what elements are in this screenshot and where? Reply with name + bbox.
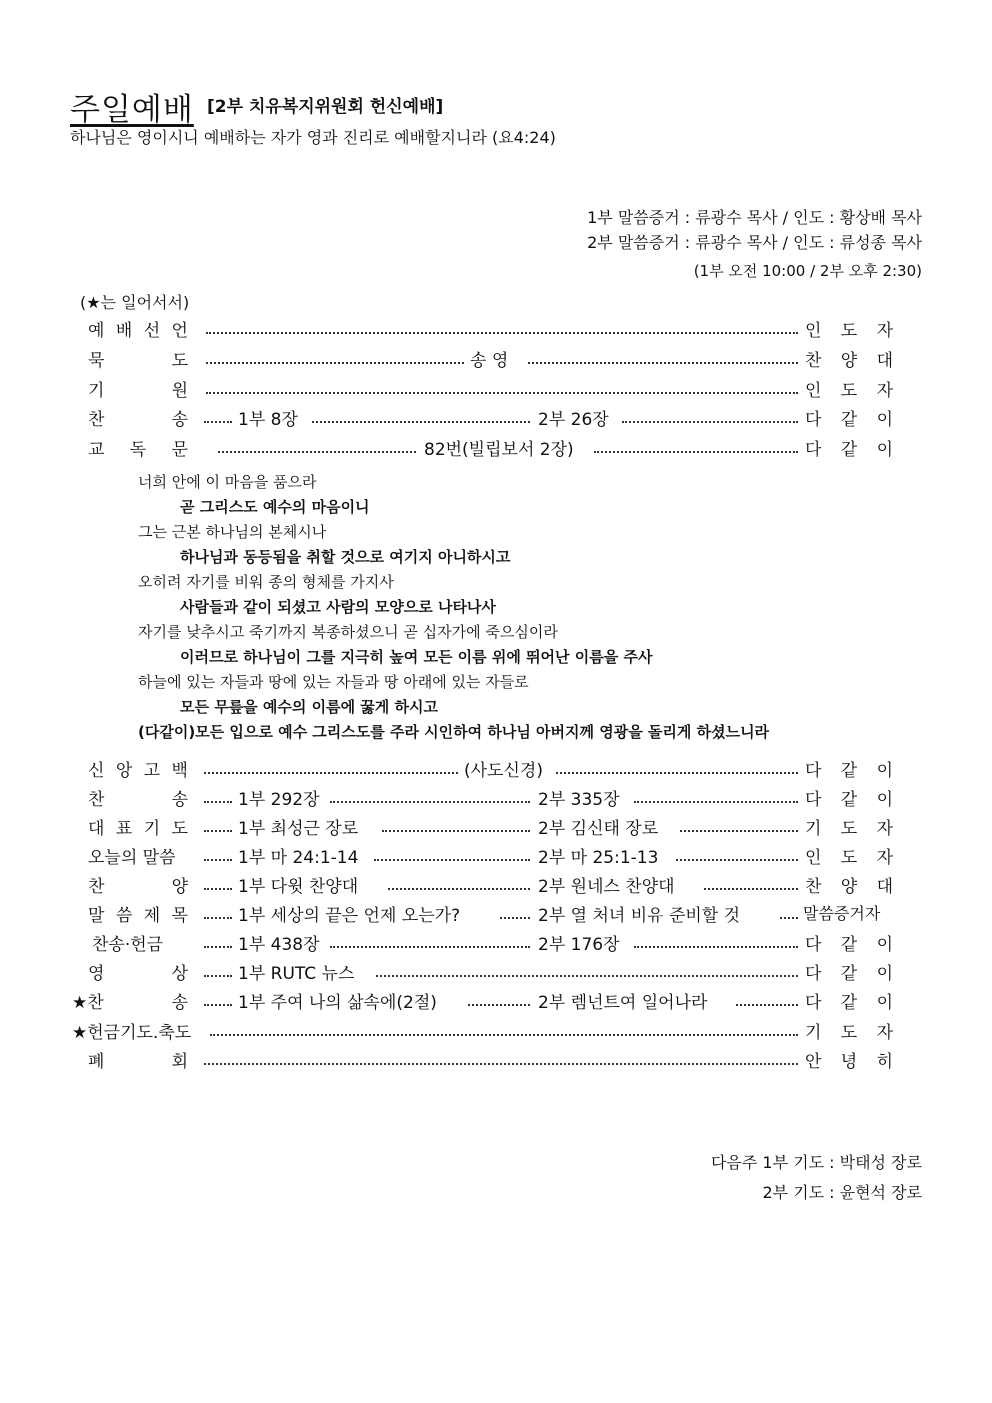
order-part2: 2부 김신태 장로 xyxy=(538,819,659,839)
order-part1: 1부 주여 나의 삶속에(2절) xyxy=(238,993,437,1013)
order-label: 폐 회 xyxy=(88,1052,188,1072)
order-label: 신 앙 고 백 xyxy=(88,761,188,781)
order-label: 찬송·헌금 xyxy=(92,935,164,955)
order-part1: 1부 다윗 찬양대 xyxy=(238,877,359,897)
order-role: 다 같 이 xyxy=(805,410,893,430)
order-part2: 2부 열 처녀 비유 준비할 것 xyxy=(538,906,741,926)
order-label: 대 표 기 도 xyxy=(88,819,188,839)
order-part1: 1부 마 24:1-14 xyxy=(238,848,359,868)
service-subtitle: [2부 치유복지위원회 헌신예배] xyxy=(207,97,444,117)
order-label: 묵 도 xyxy=(88,351,188,371)
leader-line-1: 1부 말씀증거 : 류광수 목사 / 인도 : 황상배 목사 xyxy=(587,208,922,227)
order-item xyxy=(0,316,992,340)
order-label: 교 독 문 xyxy=(88,440,188,460)
order-role: 다 같 이 xyxy=(805,761,893,781)
order-middle: (사도신경) xyxy=(464,761,543,781)
order-role: 다 같 이 xyxy=(805,964,893,984)
order-middle: 82번(빌립보서 2장) xyxy=(424,440,574,460)
order-item xyxy=(0,785,992,809)
order-item xyxy=(0,435,992,459)
order-role: 다 같 이 xyxy=(805,790,893,810)
order-part2: 2부 26장 xyxy=(538,410,609,430)
order-part1: 1부 세상의 끝은 언제 오는가? xyxy=(238,906,461,926)
order-role: 다 같 이 xyxy=(805,935,893,955)
order-label: 영 상 xyxy=(88,964,188,984)
order-part1: 1부 438장 xyxy=(238,935,320,955)
reading-congregation: 하나님과 동등됨을 취할 것으로 여기지 아니하시고 xyxy=(180,548,511,566)
reading-lead: 하늘에 있는 자들과 땅에 있는 자들과 땅 아래에 있는 자들로 xyxy=(138,673,529,691)
order-label: 기 원 xyxy=(88,381,188,401)
order-part1: 1부 RUTC 뉴스 xyxy=(238,964,355,984)
order-part2: 2부 렘넌트여 일어나라 xyxy=(538,993,708,1013)
reading-all: (다같이)모든 입으로 예수 그리스도를 주라 시인하여 하나님 아버지께 영광을 돌리게 하셨느니라 xyxy=(138,723,770,741)
order-role: 인 도 자 xyxy=(805,321,893,341)
stand-note: (★는 일어서서) xyxy=(80,293,190,312)
order-item xyxy=(0,814,992,838)
order-item xyxy=(0,930,992,954)
order-label: 찬 송 xyxy=(88,790,188,810)
theme-verse: 하나님은 영이시니 예배하는 자가 영과 진리로 예배할지니라 (요4:24) xyxy=(70,128,556,147)
order-label: 찬 양 xyxy=(88,877,188,897)
order-item xyxy=(0,872,992,896)
order-part1: 1부 292장 xyxy=(238,790,320,810)
reading-lead: 오히려 자기를 비워 종의 형체를 가지사 xyxy=(138,573,394,591)
order-item xyxy=(0,346,992,370)
reading-congregation: 곧 그리스도 예수의 마음이니 xyxy=(180,498,370,516)
order-part2: 2부 335장 xyxy=(538,790,620,810)
order-item xyxy=(0,959,992,983)
reading-congregation: 이러므로 하나님이 그를 지극히 높여 모든 이름 위에 뛰어난 이름을 주사 xyxy=(180,648,653,666)
order-label: ★찬 송 xyxy=(72,993,188,1013)
order-label: 말 씀 제 목 xyxy=(88,906,188,926)
order-part2: 2부 원네스 찬양대 xyxy=(538,877,675,897)
order-item xyxy=(0,843,992,867)
order-role: 안 녕 히 xyxy=(805,1052,893,1072)
order-role: 기 도 자 xyxy=(805,1023,893,1043)
reading-congregation: 모든 무릎을 예수의 이름에 꿇게 하시고 xyxy=(180,698,438,716)
order-label: 예 배 선 언 xyxy=(88,321,188,341)
order-part1: 1부 8장 xyxy=(238,410,298,430)
order-item xyxy=(0,405,992,429)
order-role: 기 도 자 xyxy=(805,819,893,839)
next-week-prayer-2: 2부 기도 : 윤현석 장로 xyxy=(762,1183,922,1202)
order-role: 다 같 이 xyxy=(805,993,893,1013)
order-part2: 2부 마 25:1-13 xyxy=(538,848,659,868)
order-part1: 1부 최성근 장로 xyxy=(238,819,359,839)
page-title: 주일예배 xyxy=(70,92,194,128)
order-role: 찬 양 대 xyxy=(805,351,893,371)
order-role: 인 도 자 xyxy=(805,381,893,401)
order-role: 인 도 자 xyxy=(805,848,893,868)
service-times: (1부 오전 10:00 / 2부 오후 2:30) xyxy=(693,262,922,280)
next-week-prayer-1: 다음주 1부 기도 : 박태성 장로 xyxy=(710,1153,922,1172)
order-item xyxy=(0,376,992,400)
order-label: 오늘의 말씀 xyxy=(88,848,176,868)
order-item xyxy=(0,988,992,1012)
reading-lead: 자기를 낮추시고 죽기까지 복종하셨으니 곧 십자가에 죽으심이라 xyxy=(138,623,558,641)
order-role: 말씀증거자 xyxy=(803,904,881,923)
reading-congregation: 사람들과 같이 되셨고 사람의 모양으로 나타나사 xyxy=(180,598,496,616)
order-item xyxy=(0,1018,992,1042)
order-item xyxy=(0,756,992,780)
reading-lead: 너희 안에 이 마음을 품으라 xyxy=(138,473,317,491)
order-label: ★헌금기도.축도 xyxy=(72,1023,192,1043)
order-item xyxy=(0,901,992,925)
order-role: 다 같 이 xyxy=(805,440,893,460)
order-role: 찬 양 대 xyxy=(805,877,893,897)
reading-lead: 그는 근본 하나님의 본체시나 xyxy=(138,523,327,541)
order-label: 찬 송 xyxy=(88,410,188,430)
order-item xyxy=(0,1047,992,1071)
order-part2: 2부 176장 xyxy=(538,935,620,955)
leader-line-2: 2부 말씀증거 : 류광수 목사 / 인도 : 류성종 목사 xyxy=(587,233,922,252)
order-middle: 송 영 xyxy=(470,351,509,371)
